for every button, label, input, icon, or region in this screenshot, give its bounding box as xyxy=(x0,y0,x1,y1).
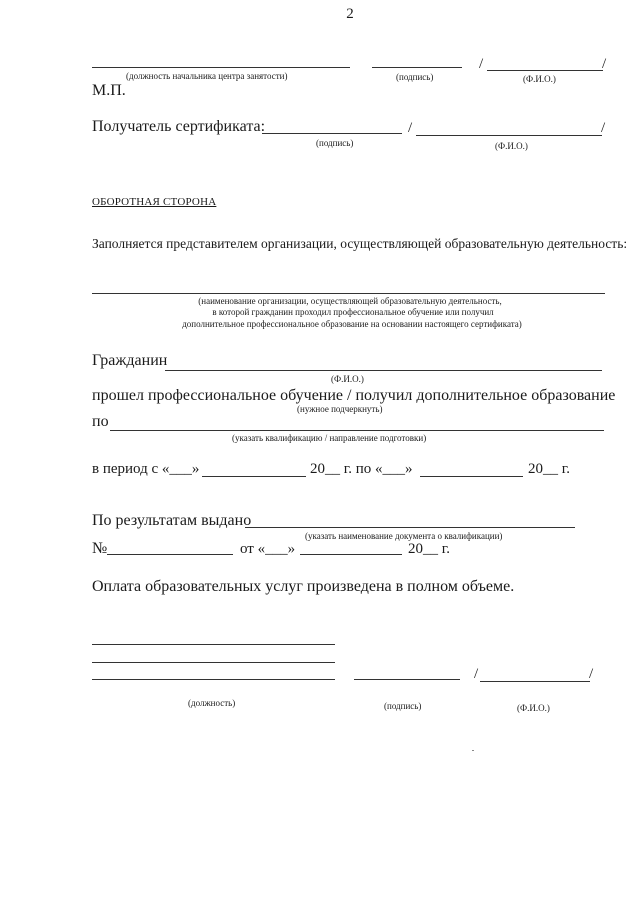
document-line[interactable] xyxy=(245,527,575,528)
recipient-signature-line[interactable] xyxy=(262,133,402,134)
by-label: по xyxy=(92,413,109,430)
reverse-side-heading: ОБОРОТНАЯ СТОРОНА xyxy=(92,196,217,208)
recipient-name-caption: (Ф.И.О.) xyxy=(495,141,528,151)
number-line[interactable] xyxy=(107,554,233,555)
position-caption: (должность начальника центра занятости) xyxy=(126,71,288,81)
period-year-to: 20__ г. xyxy=(528,461,570,477)
position-line-3[interactable] xyxy=(92,679,335,680)
recipient-name-line[interactable] xyxy=(416,135,602,136)
period-prefix: в период с «___» xyxy=(92,461,200,477)
period-year-from: 20__ г. по «___» xyxy=(310,461,413,477)
citizen-label: Гражданин xyxy=(92,352,168,369)
period-end-month-line[interactable] xyxy=(420,476,523,477)
slash-left: / xyxy=(408,120,413,136)
year-label: 20__ г. xyxy=(408,541,450,557)
position-line-1[interactable] xyxy=(92,644,335,645)
citizen-caption: (Ф.И.О.) xyxy=(331,374,364,384)
slash-right: / xyxy=(589,666,594,682)
slash-left: / xyxy=(474,666,479,682)
qualification-caption: (указать квалификацию / направление подготовки) xyxy=(232,433,427,443)
bottom-name-line[interactable] xyxy=(480,681,590,682)
bottom-signature-line[interactable] xyxy=(354,679,460,680)
bottom-signature-caption: (подпись) xyxy=(384,701,422,711)
position-line-2[interactable] xyxy=(92,662,335,663)
name-caption: (Ф.И.О.) xyxy=(523,74,556,84)
bottom-position-caption: (должность) xyxy=(188,698,236,708)
scan-speck xyxy=(472,750,474,751)
org-caption-line-1: (наименование организации, осуществляющей образовательную деятельность, xyxy=(198,296,502,306)
document-caption: (указать наименование документа о квалификации) xyxy=(305,531,503,541)
training-line: прошел профессиональное обучение / получил дополнительное образование xyxy=(92,387,616,404)
signature-line[interactable] xyxy=(372,67,462,68)
slash-right: / xyxy=(601,120,606,136)
filled-by-text: Заполняется представителем организации, осуществляющей образовательную деятельность: xyxy=(92,236,628,251)
recipient-signature-caption: (подпись) xyxy=(316,138,354,148)
position-line[interactable] xyxy=(92,67,350,68)
seal-label: М.П. xyxy=(92,82,126,99)
org-caption-line-3: дополнительное профессиональное образование на основании настоящего сертификата) xyxy=(182,319,522,329)
recipient-label: Получатель сертификата: xyxy=(92,118,266,135)
page-number: 2 xyxy=(346,6,354,22)
from-label: от «___» xyxy=(240,541,296,557)
name-line[interactable] xyxy=(487,70,603,71)
org-caption-line-2: в которой гражданин проходил профессиональное обучение или получил xyxy=(212,307,494,317)
number-label: № xyxy=(92,540,108,557)
period-start-month-line[interactable] xyxy=(202,476,306,477)
organization-line[interactable] xyxy=(92,293,605,294)
result-label: По результатам выдано xyxy=(92,512,252,529)
issue-month-line[interactable] xyxy=(300,554,402,555)
bottom-name-caption: (Ф.И.О.) xyxy=(517,703,550,713)
underline-note: (нужное подчеркнуть) xyxy=(297,404,383,414)
slash-right: / xyxy=(602,56,607,72)
citizen-name-line[interactable] xyxy=(165,370,602,371)
qualification-line[interactable] xyxy=(110,430,604,431)
payment-text: Оплата образовательных услуг произведена в полном объеме. xyxy=(92,578,515,595)
slash-left: / xyxy=(479,56,484,72)
signature-caption: (подпись) xyxy=(396,72,434,82)
